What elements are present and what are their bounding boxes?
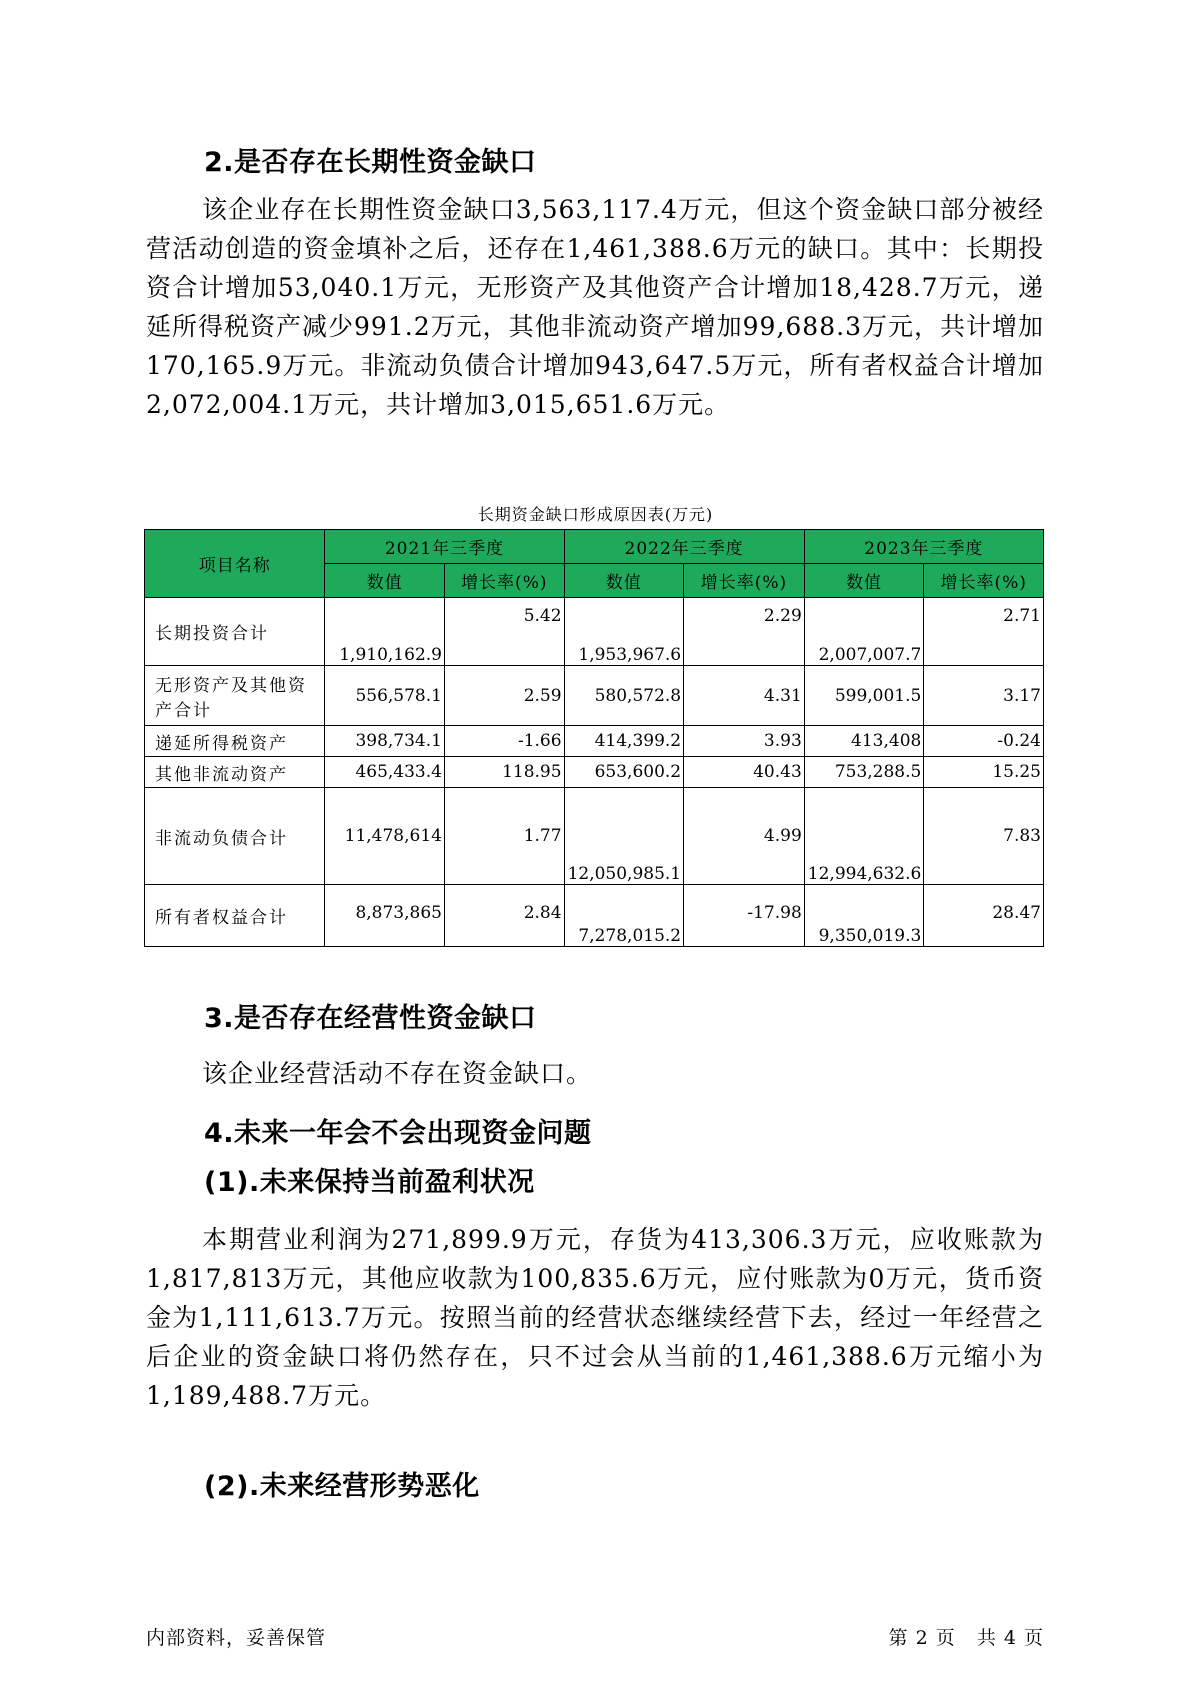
cell-value: 414,399.2 bbox=[564, 726, 684, 757]
header-value: 数值 bbox=[325, 564, 445, 598]
table-row bbox=[145, 788, 1044, 885]
header-growth: 增长率(%) bbox=[684, 564, 805, 598]
cell-value: 11,478,614 bbox=[325, 788, 445, 885]
table-row bbox=[145, 757, 1044, 788]
table-row bbox=[145, 885, 1044, 947]
cell-growth: 40.43 bbox=[684, 757, 805, 788]
cell-growth: 118.95 bbox=[444, 757, 564, 788]
section-4-heading: 4.未来一年会不会出现资金问题 bbox=[204, 1118, 592, 1149]
table-row bbox=[145, 666, 1044, 726]
section-3-heading: 3.是否存在经营性资金缺口 bbox=[204, 1003, 537, 1034]
row-name: 长期投资合计 bbox=[145, 598, 325, 666]
cell-value: 398,734.1 bbox=[325, 726, 445, 757]
row-name: 所有者权益合计 bbox=[145, 885, 325, 947]
row-name: 无形资产及其他资产合计 bbox=[145, 666, 325, 726]
cell-value: 465,433.4 bbox=[325, 757, 445, 788]
cell-growth: 2.71 bbox=[924, 598, 1044, 666]
cell-value: 599,001.5 bbox=[804, 666, 924, 726]
cell-value: 2,007,007.7 bbox=[804, 598, 924, 666]
header-value: 数值 bbox=[564, 564, 684, 598]
cell-growth: -0.24 bbox=[924, 726, 1044, 757]
cell-value: 9,350,019.3 bbox=[804, 885, 924, 947]
cell-value: 12,994,632.6 bbox=[804, 788, 924, 885]
section-3-paragraph: 该企业经营活动不存在资金缺口。 bbox=[202, 1059, 593, 1088]
cell-growth: 5.42 bbox=[444, 598, 564, 666]
cell-value: 1,910,162.9 bbox=[325, 598, 445, 666]
cell-growth: 3.17 bbox=[924, 666, 1044, 726]
table-caption: 长期资金缺口形成原因表(万元) bbox=[477, 505, 714, 524]
header-year: 2022年三季度 bbox=[564, 530, 804, 564]
cell-growth: -1.66 bbox=[444, 726, 564, 757]
table-row bbox=[145, 598, 1044, 666]
cell-value: 7,278,015.2 bbox=[564, 885, 684, 947]
cell-value: 413,408 bbox=[804, 726, 924, 757]
cell-growth: 2.84 bbox=[444, 885, 564, 947]
cell-growth: 15.25 bbox=[924, 757, 1044, 788]
cell-growth: 1.77 bbox=[444, 788, 564, 885]
cell-growth: 2.29 bbox=[684, 598, 805, 666]
row-name: 其他非流动资产 bbox=[145, 757, 325, 788]
cell-growth: 4.99 bbox=[684, 788, 805, 885]
header-year: 2021年三季度 bbox=[325, 530, 564, 564]
row-name: 非流动负债合计 bbox=[145, 788, 325, 885]
section-2-heading: 2.是否存在长期性资金缺口 bbox=[204, 147, 537, 178]
cell-growth: 7.83 bbox=[924, 788, 1044, 885]
cell-value: 12,050,985.1 bbox=[564, 788, 684, 885]
cell-value: 1,953,967.6 bbox=[564, 598, 684, 666]
cell-value: 653,600.2 bbox=[564, 757, 684, 788]
table-row bbox=[145, 726, 1044, 757]
cell-value: 556,578.1 bbox=[325, 666, 445, 726]
footer-confidential-note: 内部资料，妥善保管 bbox=[146, 1627, 327, 1649]
header-item-name: 项目名称 bbox=[145, 530, 325, 598]
cell-value: 753,288.5 bbox=[804, 757, 924, 788]
section-4-1-paragraph: 本期营业利润为271,899.9万元，存货为413,306.3万元，应收账款为1,817,813万元，其他应收款为100,835.6万元，应付账款为0万元，货币资金为1,111,613.7万元。按照当前的经营状态继续经营下去，经过一年经营之后企业的资金缺口将仍然存在，只不过会从当前的1,461,388.6万元缩小为1,189,488.7万元。 bbox=[146, 1225, 1044, 1410]
long-term-funding-gap-table bbox=[144, 529, 1044, 947]
cell-growth: -17.98 bbox=[684, 885, 805, 947]
row-name: 递延所得税资产 bbox=[145, 726, 325, 757]
cell-growth: 2.59 bbox=[444, 666, 564, 726]
footer-page-number: 第 2 页 共 4 页 bbox=[888, 1627, 1044, 1649]
cell-growth: 28.47 bbox=[924, 885, 1044, 947]
header-year: 2023年三季度 bbox=[804, 530, 1043, 564]
section-2-paragraph: 该企业存在长期性资金缺口3,563,117.4万元，但这个资金缺口部分被经营活动创造的资金填补之后，还存在1,461,388.6万元的缺口。其中：长期投资合计增加53,040.1万元，无形资产及其他资产合计增加18,428.7万元，递延所得税资产减少991.2万元，其他非流动资产增加99,688.3万元，共计增加170,165.9万元。非流动负债合计增加943,647.5万元，所有者权益合计增加2,072,004.1万元，共计增加3,015,651.6万元。 bbox=[146, 195, 1044, 419]
section-4-1-heading: (1).未来保持当前盈利状况 bbox=[204, 1167, 535, 1198]
header-value: 数值 bbox=[804, 564, 924, 598]
cell-growth: 3.93 bbox=[684, 726, 805, 757]
section-4-2-heading: (2).未来经营形势恶化 bbox=[204, 1471, 480, 1502]
header-growth: 增长率(%) bbox=[444, 564, 564, 598]
header-growth: 增长率(%) bbox=[924, 564, 1044, 598]
cell-value: 580,572.8 bbox=[564, 666, 684, 726]
cell-growth: 4.31 bbox=[684, 666, 805, 726]
cell-value: 8,873,865 bbox=[325, 885, 445, 947]
